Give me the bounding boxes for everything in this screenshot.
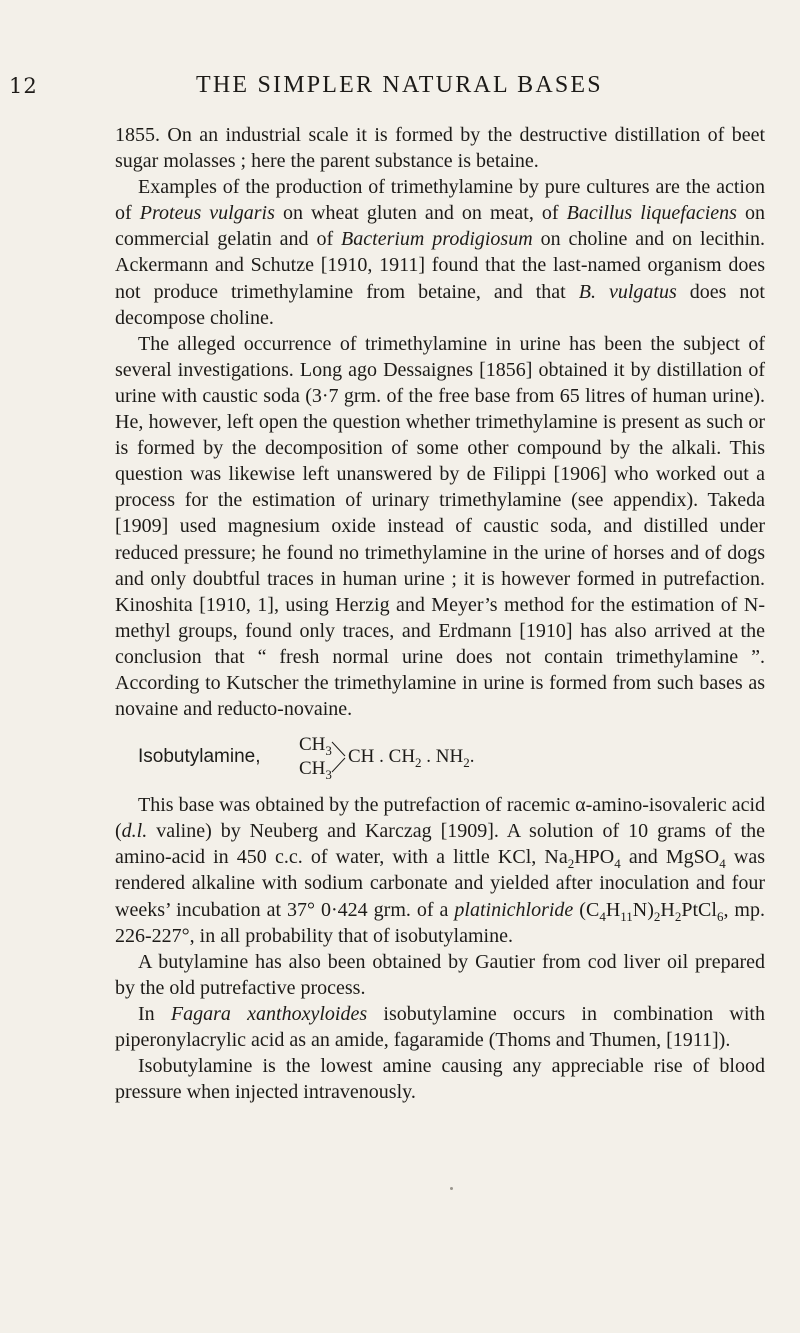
paragraph-text: on wheat gluten and on meat, of xyxy=(274,202,567,225)
paragraph-text: Examples of the production of trimethylamine by pure cultures are the action of xyxy=(115,176,765,225)
isobutylamine-formula xyxy=(115,732,765,786)
paragraph-1 xyxy=(115,122,765,174)
paragraph-6: In Fagara xanthoxyloides isobutylamine occurs in combination with piperonylacrylic acid as an amide, fagaramide (Thoms and Thumen, [1911]). xyxy=(115,1002,765,1051)
species-name: Fagara xanthoxyloides xyxy=(170,1002,368,1025)
paragraph-5: A butylamine has also been obtained by Gautier from cod liver oil prepared by the old putrefactive process. xyxy=(115,950,765,999)
paragraph-2 xyxy=(115,174,765,331)
paragraph-text: does not decompose choline. xyxy=(115,280,765,329)
running-title: THE SIMPLER NATURAL BASES xyxy=(196,72,603,98)
paragraph-4: This base was obtained by the putrefaction of racemic α-amino-isovaleric acid (d.l. valine) by Neuberg and Karczag [1909]. A solution of 10 grams of the amino-acid in 450 c.c. of water, with a little KCl, $Na_2HPO_4$ and MgSO$_4$ was rendered alkaline with sodium carbonate and yielded after inoculation and four weeks’ incubation at 37° 0·424 grm. of a platinichloride $(C_4H_{11}N)_2H_2PtCl_6$, mp. 226-227°, in all probability that of isobutylamine. xyxy=(115,794,765,947)
paragraph-text: The alleged occurrence of trimethylamine in urine has been the subject of several investigations. Long ago Dessaignes [1856] obtained it by distillation of urine with caustic soda (3·7 grm. of the free base from 65 litres of human urine). He, however, left open the question whether trimethylamine is present as such or is formed by the decomposition of some other compound by the alkali. This question was likewise left unanswered by de Filippi [1906] who worked out a process for the estimation of urinary trimethylamine (see appendix). Takeda [1909] used magnesium oxide instead of caustic soda, and distilled under reduced pressure; he found no trimethylamine in the urine of horses and of dogs and only doubtful traces in human urine ; it is however formed in putrefaction. Kinoshita [1910, 1], using Herzig and Meyer’s method for the estimation of N-methyl groups, found only traces, and Erdmann [1910] has also arrived at the conclusion that “ fresh normal urine does not contain trimethylamine ”. According to Kutscher the trimethylamine in urine is formed from such bases as novaine and reducto-novaine. xyxy=(115,332,765,721)
formula-methyl-top: $CH_3$ xyxy=(299,734,332,758)
page-number: 12 xyxy=(9,74,38,98)
species-name: Bacterium prodigiosum xyxy=(341,228,533,251)
paragraph-text: on commercial gelatin and of xyxy=(115,202,766,251)
formula-methyl-bottom: $CH_3$ xyxy=(299,758,332,782)
paragraph-text: 1855. On an industrial scale it is formed by the destructive distillation of beet sugar molasses ; here the parent substance is betaine. xyxy=(115,124,765,173)
formula-chain: CH . $CH_2$ . $NH_2$. xyxy=(348,746,475,770)
body-text xyxy=(115,122,765,1105)
species-name: B. vulgatus xyxy=(578,280,677,303)
paragraph-3 xyxy=(115,331,765,722)
species-name: Bacillus liquefaciens xyxy=(566,202,737,225)
paper-speck xyxy=(450,1187,453,1190)
formula-name: Isobutylamine, xyxy=(138,746,261,768)
species-name: Proteus vulgaris xyxy=(139,202,275,225)
paragraph-7: Isobutylamine is the lowest amine causing any appreciable rise of blood pressure when injected intravenously. xyxy=(115,1055,765,1104)
running-head xyxy=(0,74,800,104)
paragraph-text: on choline and on lecithin. Ackermann and Schutze [1910, 1911] found that the last-named organism does not produce trimethylamine from betaine, and that xyxy=(115,228,765,303)
formula-branch-bonds xyxy=(331,736,347,780)
